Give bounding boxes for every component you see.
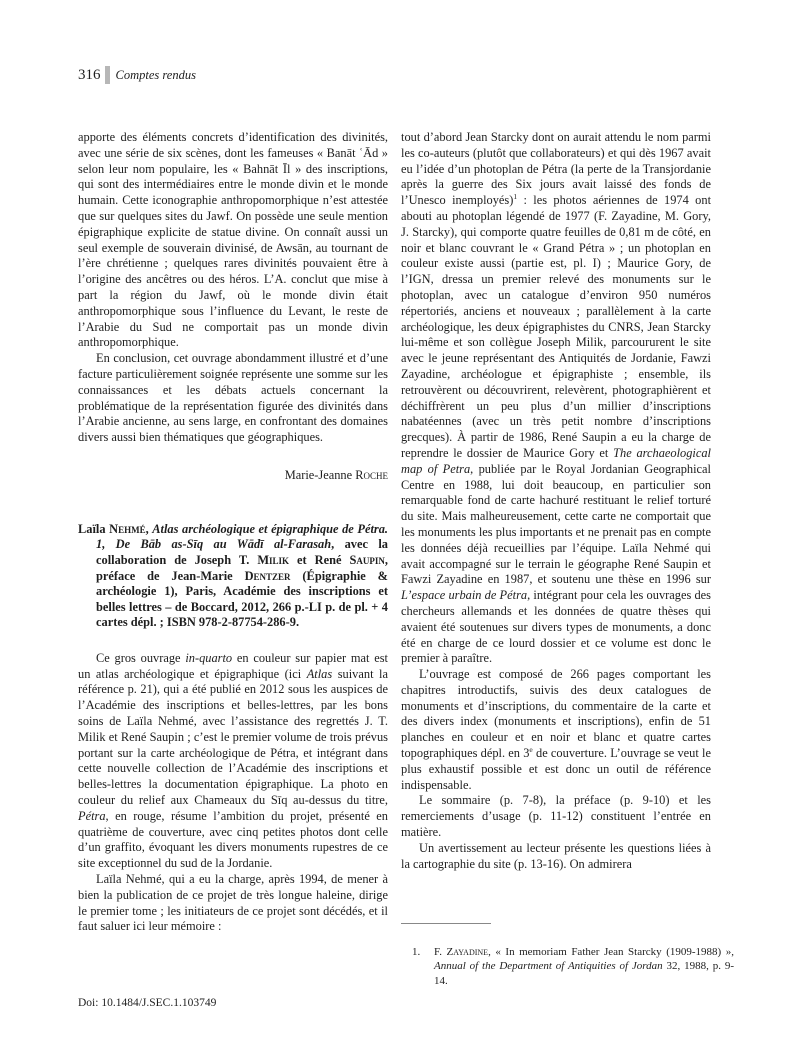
right-column xyxy=(401,130,711,872)
book-title: Atlas archéologique et épigraphique de Pétra. 1, De Bāb as-Sīq au Wādī al-Farasah xyxy=(96,521,389,552)
review1-paragraph-2: En conclusion, cet ouvrage abondamment illustré et d’une facture particulièrement soignée représente une somme sur les connaissances et les débats actuels concernant la problématique de la représentation figurée des divinités dans l’Arabie ancienne, au sens large, en confrontant des domaines divers aussi bien thématiques que géographiques. xyxy=(78,351,388,445)
review2-paragraph-6: Un avertissement au lecteur présente les questions liées à la cartographie du site (p. 13-16). On admirera xyxy=(401,840,711,871)
review2-paragraph-2: Laïla Nehmé, qui a eu la charge, après 1994, de mener à bien la publication de ce projet de très longue haleine, dirige le premier tome ; les initiateurs de ce projet sont décédés, et il faut saluer ici leur mémoire : xyxy=(78,872,388,934)
doi-line: Doi: 10.1484/J.SEC.1.103749 xyxy=(78,997,217,1009)
review2-paragraph-1: Ce gros ouvrage in-quarto en couleur sur papier mat est un atlas archéologique et épigraphique (ici Atlas suivant la référence p. 21), qui a été publié en 2012 sous les auspices de l’Académie des inscriptions et belles-lettres, par les bons soins de Laïla Nehmé, avec l’assistance des regrettés J. T. Milik et René Saupin ; c’est le premier volume de trois prévus portant sur la carte archéologique de Pétra, et intégrant dans cette nouvelle collection de l’Académie des inscriptions et belles-lettres la documentation épigraphique. La photo en couleur du relief aux Chameaux du Sīq au-dessus du titre, Pétra, en rouge, résume l’ambition du projet, présenté en quatrième de couverture, avec cinq petites photos dont celle d’un graffito, évoquant les divers monuments rupestres de ce site exceptionnel du sud de la Jordanie. xyxy=(78,650,388,871)
footnote-number: 1. xyxy=(412,946,421,958)
footnote-divider xyxy=(401,923,491,924)
page-number: 316 xyxy=(78,66,101,83)
review2-paragraph-5: Le sommaire (p. 7-8), la préface (p. 9-10) et les remerciements d’usage (p. 11-12) constituent l’entrée en matière. xyxy=(401,793,711,840)
review2-paragraph-3: tout d’abord Jean Starcky dont on aurait attendu le nom parmi les co-auteurs (plutôt que collaborateurs) et qui dès 1967 avait eu l’idée d’un photoplan de Pétra (la perte de la Transjordanie après la guerre des Six jours avait laissé des fonds de l’Unesco inemployés)$^1$ : les photos aériennes de 1974 ont abouti au photoplan légendé de 1977 (F. Zayadine, M. Gory, J. Starcky), qui comporte quatre feuilles de 0,81 m de côté, en noir et blanc couvrant le « Grand Pétra » ; un photoplan en couleur existe aussi (partie est, pl. I) ; Maurice Gory, de l’IGN, dressa un premier relevé des monuments sur le photoplan, avec un catalogue d’environ 950 numéros répertoriés, anciens et nouveaux ; parallèlement à la carte archéologique, les deux épigraphistes du CNRS, Jean Starcky lui-même et son collègue Joseph Milik, parcoururent le site avec le jeune représentant des Antiquités de Jordanie, Fawzi Zayadine, archéologue et épigraphiste ; ensemble, ils retrouvèrent ou découvrirent, relevèrent, photographièrent et déchiffrèrent un peu plus d’un millier d’inscriptions nabatéennes (avec un très petit nombre d’inscriptions grecques). À partir de 1986, René Saupin a eu la charge de reprendre le dossier de Maurice Gory et The archaeological map of Petra, publiée par le Royal Jordanian Geographical Centre en 1988, lui doit beaucoup, en particulier son remarquable fond de carte hachuré restituant le relief torturé du site. Mais malheureusement, cette carte ne comportait que les monuments les plus importants et ne prenait pas en compte les données déjà recueillies par l’équipe. Laïla Nehmé qui avait accompagné sur le terrain le géographe René Saupin et Fawzi Zayadine en 1987, et soutenu une thèse en 1996 sur L’espace urbain de Pétra, intégrant pour cela les ouvrages des chercheurs allemands et les données de quatre thèses qui avaient été soutenues sur divers types de monuments, a donc été en charge de ce lourd dossier et ce volume est donc le premier à paraître. xyxy=(401,130,712,666)
header-divider xyxy=(105,66,110,84)
running-title: Comptes rendus xyxy=(115,67,196,82)
reviewer-signature: Marie-Jeanne Roche xyxy=(284,467,388,482)
footnote-1: 1. F. Zayadine, « In memoriam Father Jean Starcky (1909-1988) », Annual of the Department of Antiquities of Jordan 32, 1988, p. 9-14. xyxy=(412,946,734,987)
footnote-reference[interactable]: 1 xyxy=(513,192,518,202)
review1-paragraph-1: apporte des éléments concrets d’identification des divinités, avec une série de six scènes, dont les fameuses « Banāt ʿĀd » selon leur nom populaire, les « Bahnāt Īl » des inscriptions, qui sont des intermédiaires entre le monde divin et le monde humain. Cette iconographie anthropomorphique n’est attestée que sur quelques sites du Jawf. On possède une seule mention épigraphique explicite de statue divine. On connaît aussi un seul exemple de souverain divinisé, de Awsān, au tournant de l’ère chrétienne ; quelques rares divinités pouvaient être à l’origine des ancêtres ou des héros. L’A. conclut que mise à part la région du Jawf, où le monde divin était anthropomorphique sous l’influence du Levant, le reste de l’Arabie du Sud ne comportait pas un monde divin anthropomorphique. xyxy=(78,130,388,350)
running-header xyxy=(78,64,196,86)
bibliographic-entry: Laïla Nehmé, Atlas archéologique et épigraphique de Pétra. 1, De Bāb as-Sīq au Wādī al-Farasah, avec la collaboration de Joseph T. Milik et René Saupin, préface de Jean-Marie Dentzer (Épigraphie & archéologie 1), Paris, Académie des inscriptions et belles lettres – de Boccard, 2012, 266 p.-LI p. de pl. + 4 cartes dépl. ; ISBN 978-2-87754-286-9. xyxy=(78,521,389,630)
left-column xyxy=(78,130,388,935)
review2-paragraph-4: L’ouvrage est composé de 266 pages comportant les chapitres introductifs, suivis des deux catalogues de monuments et d’inscriptions, du commentaire de la carte et des divers index (monuments et inscriptions), enfin de 51 planches en couleur et en noir et blanc et quatre cartes topographiques dépl. en 3e de couverture. L’ouvrage se veut le plus exhaustif possible et est donc un outil de référence indispensable. xyxy=(401,667,711,792)
